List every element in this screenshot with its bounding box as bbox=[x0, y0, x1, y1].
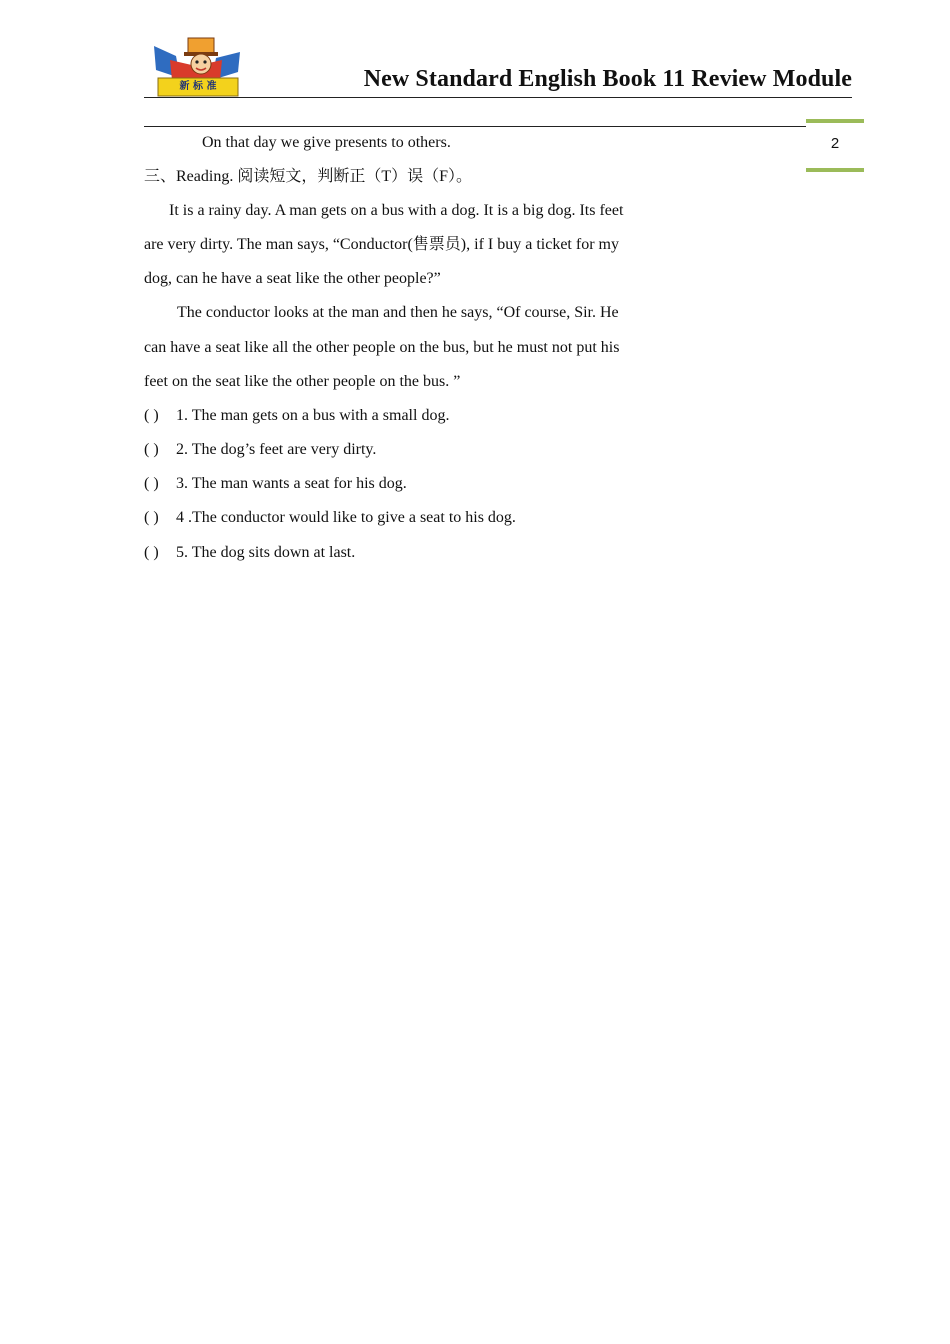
question-text: 1. The man gets on a bus with a small dog. bbox=[176, 407, 450, 424]
answer-blank[interactable]: ( ) bbox=[144, 407, 159, 424]
question-text: 5. The dog sits down at last. bbox=[176, 544, 356, 561]
question-text: 2. The dog’s feet are very dirty. bbox=[176, 441, 377, 458]
header-divider bbox=[144, 97, 852, 98]
question-item bbox=[144, 508, 516, 528]
passage-line: are very dirty. The man says, “Conductor(售票员), if I buy a ticket for my bbox=[144, 236, 619, 253]
page-number: 2 bbox=[830, 135, 840, 152]
question-item bbox=[144, 406, 449, 426]
passage-line: dog, can he have a seat like the other people?” bbox=[144, 270, 441, 287]
question-item bbox=[144, 543, 355, 563]
answer-blank[interactable]: ( ) bbox=[144, 509, 159, 526]
publisher-logo bbox=[150, 36, 244, 98]
question-item bbox=[144, 440, 376, 460]
passage-line: feet on the seat like the other people on the bus. ” bbox=[144, 373, 461, 390]
page-number-bottom-bar bbox=[806, 168, 864, 172]
question-text: 4 .The conductor would like to give a seat to his dog. bbox=[176, 509, 516, 526]
logo-text: 新 标 准 bbox=[179, 81, 217, 92]
answer-blank[interactable]: ( ) bbox=[144, 544, 159, 561]
question-text: 3. The man wants a seat for his dog. bbox=[176, 475, 407, 492]
page-number-box bbox=[806, 119, 864, 172]
answer-blank[interactable]: ( ) bbox=[144, 475, 159, 492]
section-heading: 三、Reading. 阅读短文，判断正（T）误（F）。 bbox=[144, 168, 472, 185]
question-item bbox=[144, 474, 407, 494]
passage-line: can have a seat like all the other people on the bus, but he must not put his bbox=[144, 339, 620, 356]
passage-line: The conductor looks at the man and then he says, “Of course, Sir. He bbox=[177, 304, 619, 321]
content-divider bbox=[144, 126, 806, 127]
page-number-top-bar bbox=[806, 119, 864, 123]
passage-line: It is a rainy day. A man gets on a bus with a dog. It is a big dog. Its feet bbox=[169, 202, 624, 219]
header-title: New Standard English Book 11 Review Module bbox=[363, 66, 852, 92]
answer-blank[interactable]: ( ) bbox=[144, 441, 159, 458]
intro-line: On that day we give presents to others. bbox=[202, 134, 451, 151]
